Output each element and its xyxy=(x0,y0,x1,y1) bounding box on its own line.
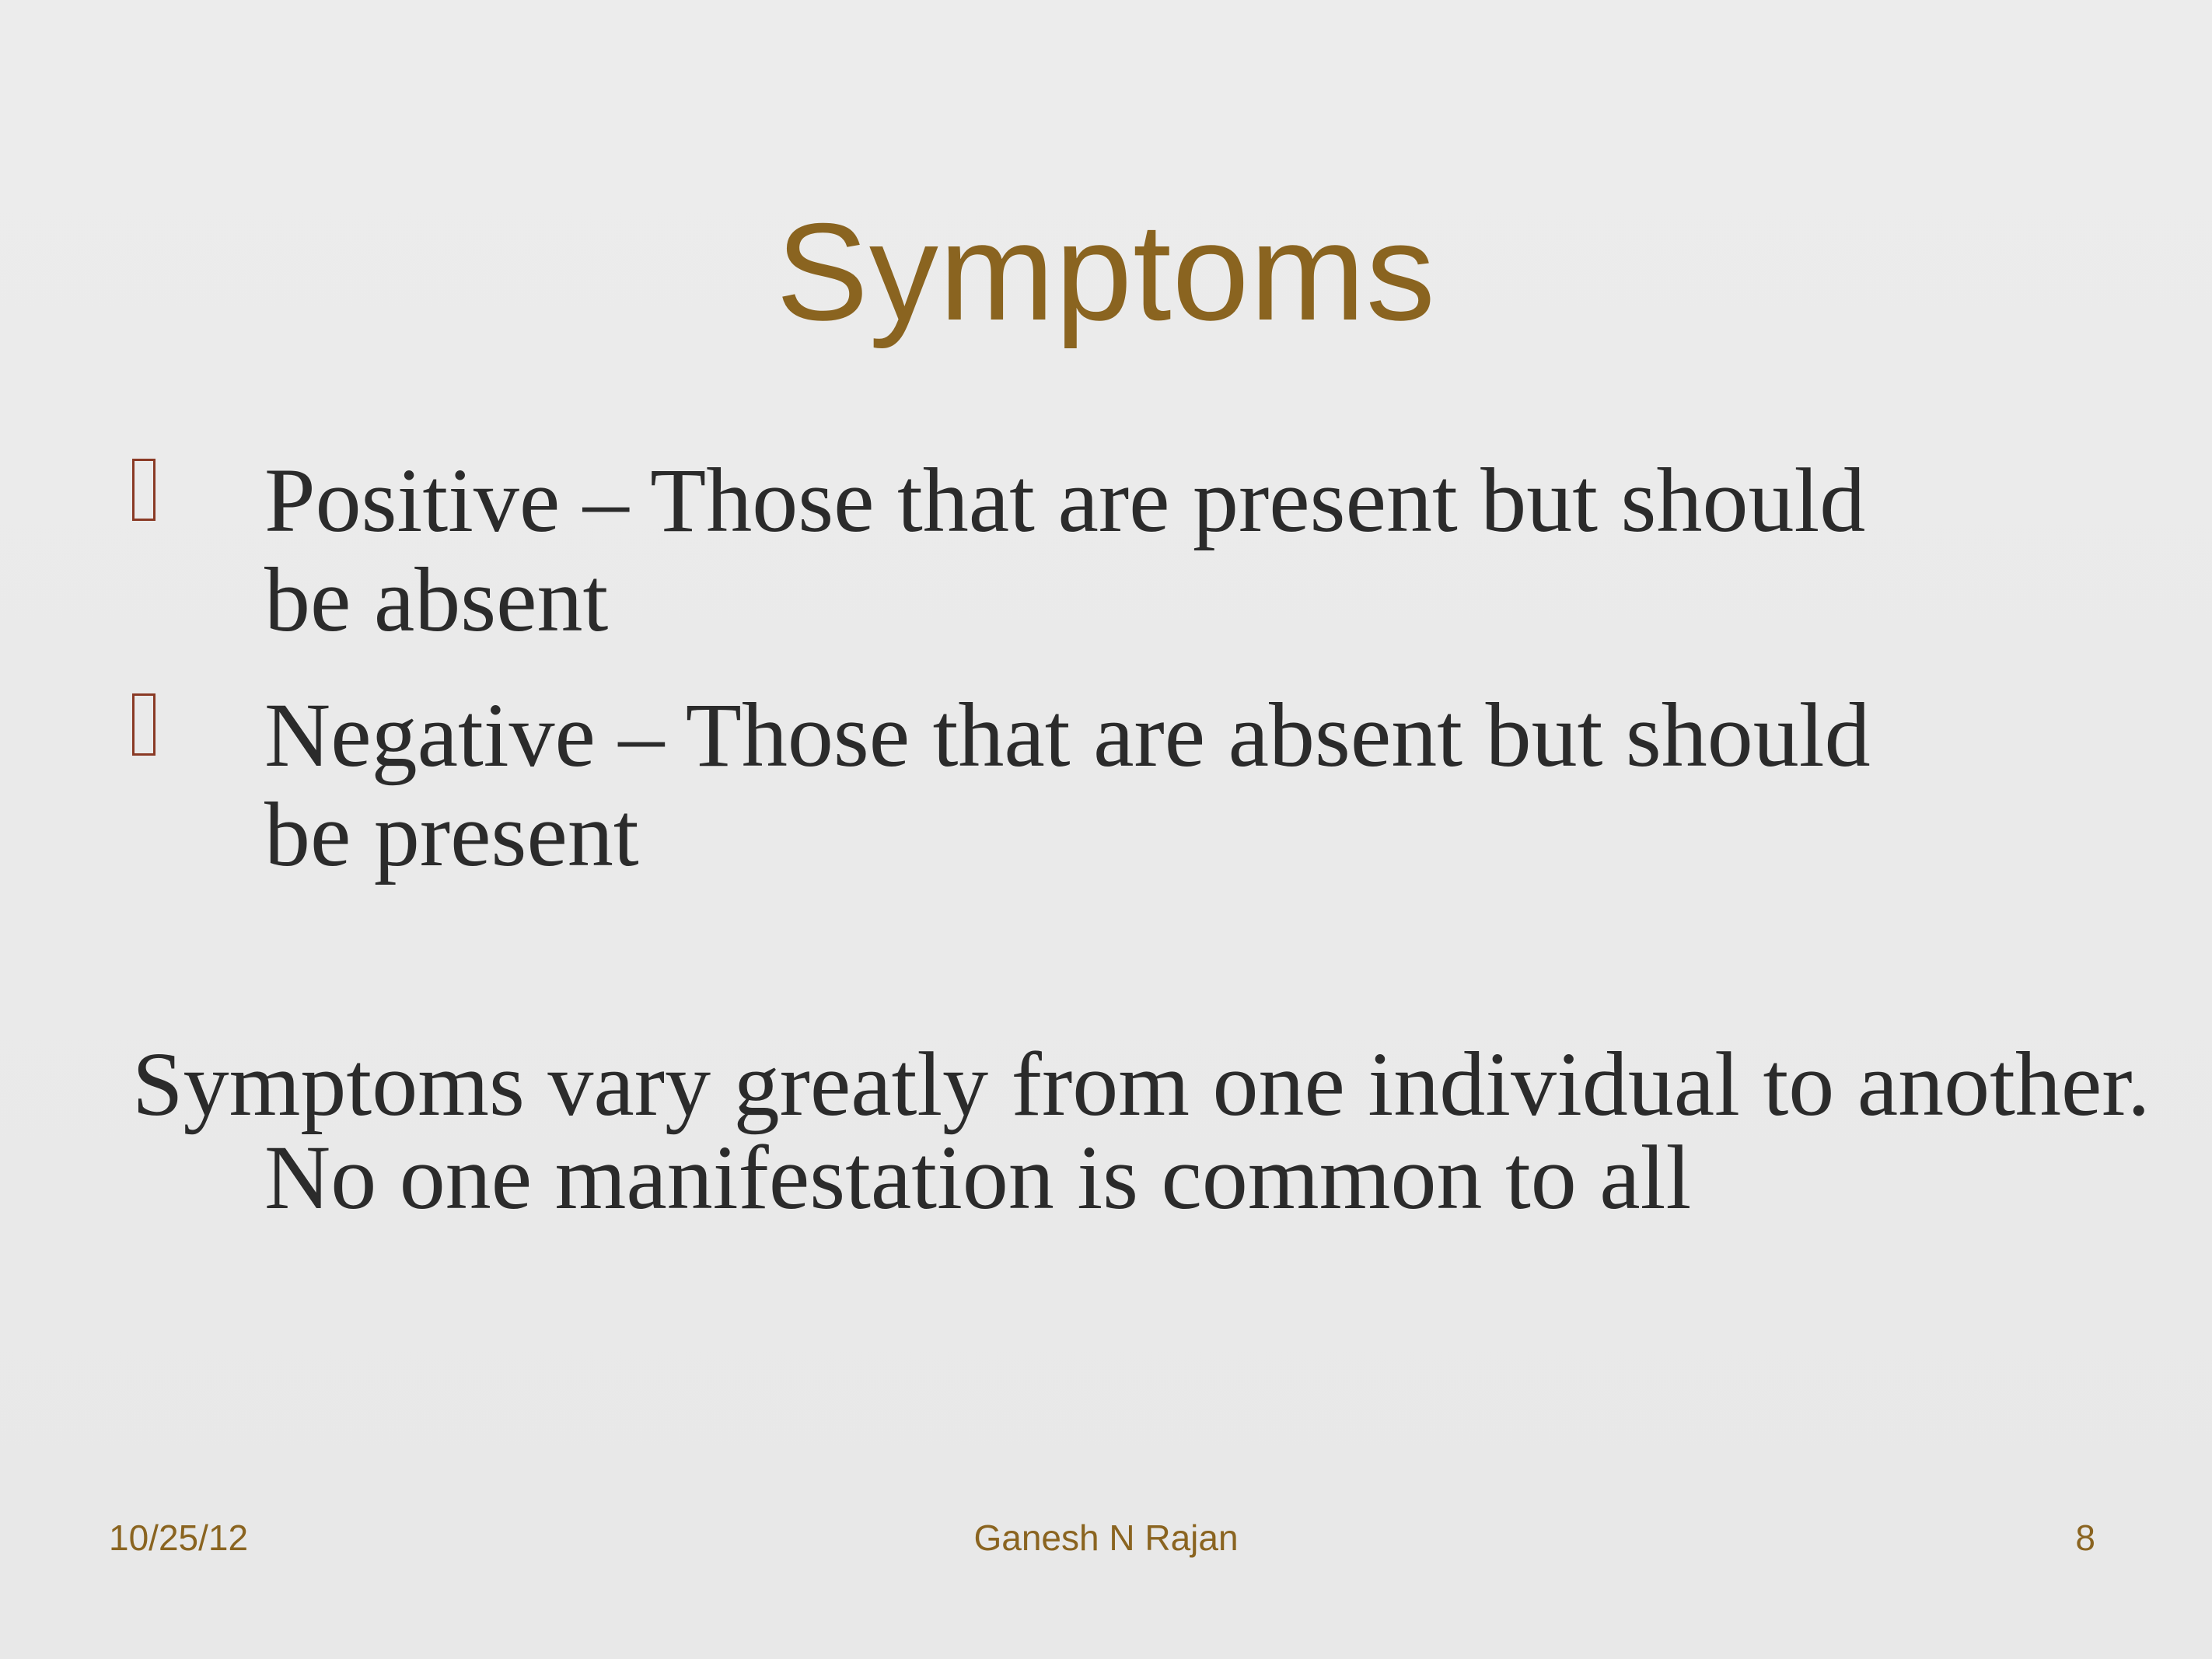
footer-author: Ganesh N Rajan xyxy=(973,1518,1239,1558)
bullet-item-positive xyxy=(132,451,2076,650)
bullet-box-icon xyxy=(132,693,156,756)
bullet-item-negative xyxy=(132,686,2076,885)
slide-note: Symptoms vary greatly from one individual to another. No one manifestation is common to all xyxy=(132,1033,2151,1228)
footer-page-number: 8 xyxy=(2075,1518,2095,1558)
bullet-text: Negative – Those that are absent but should be present xyxy=(264,684,1871,885)
bullet-list xyxy=(132,451,2076,920)
bullet-text: Positive – Those that are present but should be absent xyxy=(264,449,1866,651)
footer-date: 10/25/12 xyxy=(109,1518,249,1558)
slide-title: Symptoms xyxy=(776,194,1436,349)
bullet-box-icon xyxy=(132,459,156,521)
